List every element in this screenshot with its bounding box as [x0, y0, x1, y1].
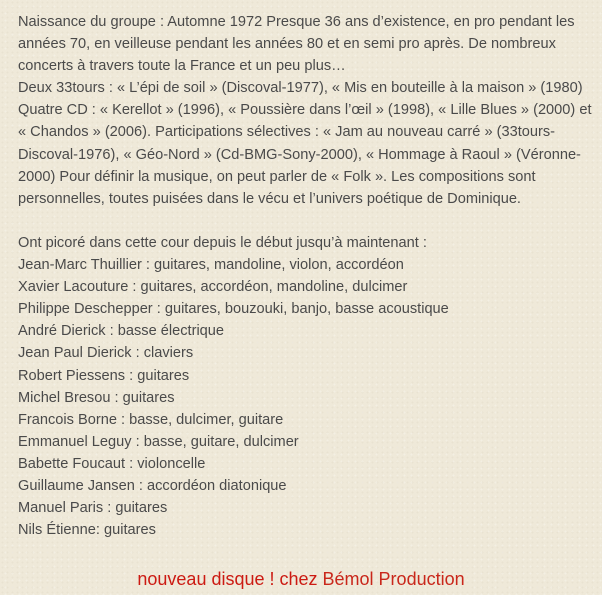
- member-item: Jean-Marc Thuillier : guitares, mandoline, violon, accordéon: [18, 257, 404, 274]
- members-list: [18, 254, 593, 541]
- member-item: André Dierick : basse électrique: [18, 323, 225, 340]
- members-heading: Ont picoré dans cette cour depuis le début jusqu’à maintenant :: [18, 234, 427, 251]
- member-item: Babette Foucaut : violoncelle: [18, 455, 206, 472]
- section-spacer: [18, 210, 593, 232]
- main-content: [18, 11, 593, 541]
- history-paragraph-discography: Deux 33tours : « L’épi de soil » (Discoval-1977), « Mis en bouteille à la maison » (1980) Quatre CD : « Kerellot » (1996), « Poussière dans l’œil » (1998), « Lille Blues » (2000) et « Chandos » (2006). Participations sélectives : « Jam au nouveau carré » (33tours-Discoval-1976), « Géo-Nord » (Cd-BMG-Sony-2000), « Hommage à Raoul » (Véronne-2000) Pour définir la musique, on peut parler de « Folk ». Les compositions sont personnelles, toutes puisées dans le vécu et l’univers poétique de Dominique.: [18, 80, 592, 207]
- member-item: Nils Étienne: guitares: [18, 522, 156, 539]
- member-item: Robert Piessens : guitares: [18, 367, 190, 384]
- member-item: Jean Paul Dierick : claviers: [18, 345, 194, 362]
- new-album-text: nouveau disque ! chez: [137, 569, 323, 589]
- member-item: Guillaume Jansen : accordéon diatonique: [18, 477, 287, 494]
- member-item: Philippe Deschepper : guitares, bouzouki, banjo, basse acoustique: [18, 301, 449, 318]
- member-item: Francois Borne : basse, dulcimer, guitare: [18, 411, 284, 428]
- member-item: Michel Bresou : guitares: [18, 389, 175, 406]
- history-paragraph-formation: Naissance du groupe : Automne 1972 Presque 36 ans d’existence, en pro pendant les années 70, en veilleuse pendant les années 80 et en semi pro après. De nombreux concerts à travers toute la France et un peu plus…: [18, 14, 575, 75]
- new-album-banner: [0, 567, 602, 591]
- band-history: [18, 11, 593, 210]
- bemol-production-link[interactable]: Bémol Production: [322, 569, 465, 589]
- member-item: Manuel Paris : guitares: [18, 500, 168, 517]
- member-item: Xavier Lacouture : guitares, accordéon, mandoline, dulcimer: [18, 279, 408, 296]
- member-item: Emmanuel Leguy : basse, guitare, dulcimer: [18, 433, 299, 450]
